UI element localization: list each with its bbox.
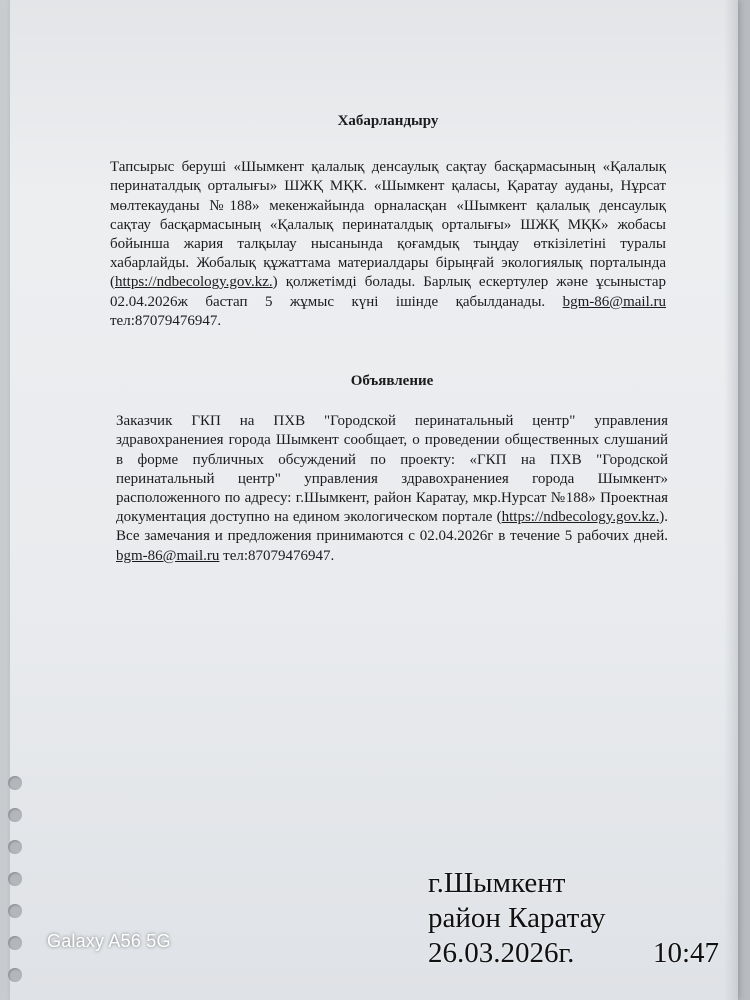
russian-portal-link[interactable]: https://ndbecology.gov.kz.: [501, 509, 660, 526]
russian-notice-title: Объявление: [350, 373, 434, 389]
kazakh-portal-link[interactable]: https://ndbecology.gov.kz.: [115, 274, 273, 291]
punch-hole: [8, 840, 22, 854]
russian-notice-body: [116, 412, 668, 566]
camera-watermark: Galaxy A56 5G: [47, 931, 171, 951]
russian-notice: [116, 372, 668, 566]
punch-hole: [8, 776, 22, 790]
punch-hole: [8, 968, 22, 982]
photo-location-stamp: [428, 866, 720, 971]
punch-hole: [8, 936, 22, 950]
stamp-city: г.Шымкент: [428, 867, 566, 899]
kazakh-phone: тел:87079476947.: [110, 312, 222, 329]
kazakh-notice-title: Хабарландыру: [337, 113, 439, 129]
punch-hole: [8, 808, 22, 822]
russian-phone: тел:87079476947.: [223, 547, 335, 564]
stamp-time: 10:47: [653, 937, 720, 969]
stamp-date: 26.03.2026г.: [428, 937, 575, 969]
russian-notice-text-cont: ). Все замечания и предложения принимаются с 02.04.2026г в течение 5 рабочих дней.: [116, 509, 668, 545]
punch-hole: [8, 904, 22, 918]
russian-notice-text: Заказчик ГКП на ПХВ "Городской перинатальный центр" управления здравохранениея города Шымкент сообщает, о проведении общественных слушаний в форме публичных обсуждений по проекту: «ГКП на ПХВ "Городской перинатальный центр" управления здравохранениея города Шымкент» расположенного по адресу: г.Шымкент, район Каратау, мкр.Нурсат №188» Проектная документация доступно на едином экологическом портале (: [116, 413, 668, 526]
kazakh-notice: [110, 112, 666, 331]
russian-email-link[interactable]: bgm-86@mail.ru: [116, 547, 220, 564]
stamp-district: район Каратау: [428, 902, 606, 934]
kazakh-notice-body: [110, 158, 666, 331]
kazakh-notice-text: Тапсырыс беруші «Шымкент қалалық денсаулық сақтау басқармасының «Қалалық перинаталдық орталығы» ШЖҚ МҚК. «Шымкент қаласы, Қаратау ауданы, Нұрсат мөлтекауданы №188» мекенжайында орналасқан «Шымкент қалалық денсаулық сақтау басқармасының «Қалалық перинаталдық орталығы» ШЖҚ МҚК» жобасы бойынша жария талқылау нысанында қоғамдық тыңдау өткізілетіні туралы хабарлайды. Жобалық құжаттама материалдары бірыңғай экологиялық порталында (: [110, 159, 666, 291]
punch-hole: [8, 872, 22, 886]
sheet-edge-shadow: [724, 0, 738, 1000]
kazakh-email-link[interactable]: bgm-86@mail.ru: [562, 293, 667, 310]
kazakh-notice-text-cont: ) қолжетімді болады. Барлық ескертулер және ұсыныстар 02.04.2026ж бастап 5 жұмыс күні ішінде қабылданады.: [110, 274, 666, 310]
